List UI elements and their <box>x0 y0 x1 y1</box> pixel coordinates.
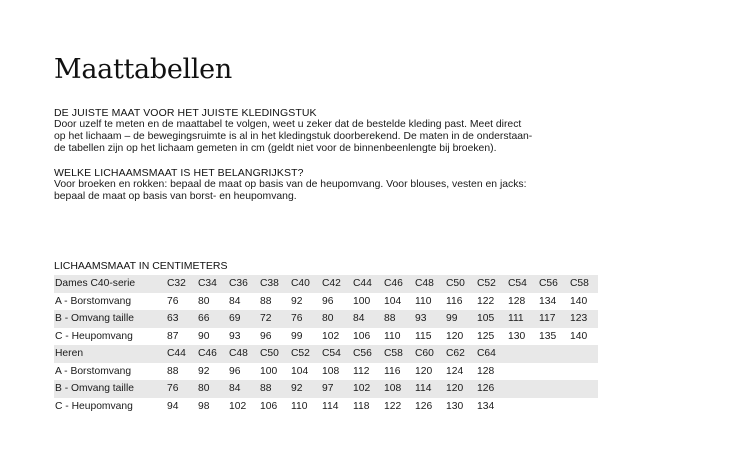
table-cell: 66 <box>195 310 226 328</box>
table-cell: 124 <box>443 363 474 381</box>
table-cell: 106 <box>350 328 381 346</box>
table-cell: 97 <box>319 380 350 398</box>
table-row <box>54 363 598 381</box>
table-cell <box>536 398 567 416</box>
table-cell: 130 <box>505 328 536 346</box>
table-cell: 76 <box>288 310 319 328</box>
row-label: B - Omvang taille <box>54 380 164 398</box>
table-cell <box>536 345 567 363</box>
table-cell: 120 <box>412 363 443 381</box>
table-cell: 92 <box>288 380 319 398</box>
row-label: B - Omvang taille <box>54 310 164 328</box>
table-cell: C46 <box>381 275 412 293</box>
table-cell: 122 <box>381 398 412 416</box>
table-cell: 110 <box>412 293 443 311</box>
table-cell: C48 <box>412 275 443 293</box>
table-row <box>54 380 598 398</box>
table-cell: C40 <box>288 275 319 293</box>
table-cell: 104 <box>381 293 412 311</box>
body-line: Voor broeken en rokken: bepaal de maat op basis van de heupomvang. Voor blouses, vesten en jacks: <box>54 179 527 190</box>
section-body <box>54 119 594 155</box>
table-cell: C52 <box>474 275 505 293</box>
table-cell: 80 <box>195 380 226 398</box>
table-title: LICHAAMSMAAT IN CENTIMETERS <box>54 260 228 272</box>
table-cell: 84 <box>350 310 381 328</box>
table-cell: 140 <box>567 293 598 311</box>
row-label: Heren <box>54 345 164 363</box>
table-cell: C42 <box>319 275 350 293</box>
table-cell: 123 <box>567 310 598 328</box>
table-cell: 122 <box>474 293 505 311</box>
table-cell: 106 <box>257 398 288 416</box>
table-cell: 128 <box>474 363 505 381</box>
table-cell <box>505 363 536 381</box>
table-cell: 88 <box>257 380 288 398</box>
table-cell: 92 <box>288 293 319 311</box>
table-cell: C62 <box>443 345 474 363</box>
table-cell: 102 <box>319 328 350 346</box>
section-heading: DE JUISTE MAAT VOOR HET JUISTE KLEDINGSTUK <box>54 107 317 119</box>
table-row <box>54 398 598 416</box>
table-cell: 80 <box>195 293 226 311</box>
table-cell: 134 <box>536 293 567 311</box>
table-cell: 114 <box>319 398 350 416</box>
table-cell: 102 <box>350 380 381 398</box>
row-label: C - Heupomvang <box>54 328 164 346</box>
table-cell: 93 <box>412 310 443 328</box>
table-cell: 76 <box>164 380 195 398</box>
table-cell: C36 <box>226 275 257 293</box>
table-cell: 108 <box>381 380 412 398</box>
table-cell: 96 <box>226 363 257 381</box>
table-cell: 108 <box>319 363 350 381</box>
table-cell: 118 <box>350 398 381 416</box>
table-cell <box>567 363 598 381</box>
table-cell: 104 <box>288 363 319 381</box>
table-cell: C54 <box>319 345 350 363</box>
table-cell: C46 <box>195 345 226 363</box>
table-cell: 135 <box>536 328 567 346</box>
table-cell: 98 <box>195 398 226 416</box>
importance-section <box>54 168 594 203</box>
table-cell: 92 <box>195 363 226 381</box>
table-cell: 126 <box>474 380 505 398</box>
table-cell: 84 <box>226 380 257 398</box>
table-cell: C50 <box>443 275 474 293</box>
row-label: Dames C40-serie <box>54 275 164 293</box>
table-cell: 125 <box>474 328 505 346</box>
table-cell: 112 <box>350 363 381 381</box>
table-row <box>54 345 598 363</box>
table-row <box>54 293 598 311</box>
size-table <box>54 275 598 415</box>
table-cell: 94 <box>164 398 195 416</box>
table-cell: 126 <box>412 398 443 416</box>
table-cell <box>567 345 598 363</box>
body-line: Door uzelf te meten en de maattabel te volgen, weet u zeker dat de bestelde kleding past. Meet direct <box>54 119 522 130</box>
table-cell: 114 <box>412 380 443 398</box>
table-cell: 99 <box>288 328 319 346</box>
table-cell: 116 <box>381 363 412 381</box>
table-cell <box>505 380 536 398</box>
table-cell: 76 <box>164 293 195 311</box>
table-cell: 63 <box>164 310 195 328</box>
table-row <box>54 310 598 328</box>
table-cell: 110 <box>381 328 412 346</box>
table-cell: 90 <box>195 328 226 346</box>
row-label: C - Heupomvang <box>54 398 164 416</box>
table-cell: 99 <box>443 310 474 328</box>
table-cell <box>536 380 567 398</box>
section-body <box>54 179 594 203</box>
table-cell: 117 <box>536 310 567 328</box>
size-table-body <box>54 275 598 415</box>
table-cell: C54 <box>505 275 536 293</box>
section-heading: WELKE LICHAAMSMAAT IS HET BELANGRIJKST? <box>54 167 304 179</box>
table-cell: 100 <box>350 293 381 311</box>
table-cell: 100 <box>257 363 288 381</box>
table-cell: C52 <box>288 345 319 363</box>
table-row <box>54 328 598 346</box>
table-cell: 111 <box>505 310 536 328</box>
table-cell: 96 <box>257 328 288 346</box>
table-cell: 69 <box>226 310 257 328</box>
table-cell: 130 <box>443 398 474 416</box>
table-cell <box>567 380 598 398</box>
table-cell: C56 <box>350 345 381 363</box>
table-cell: 88 <box>381 310 412 328</box>
table-cell: 88 <box>257 293 288 311</box>
table-cell: C50 <box>257 345 288 363</box>
table-cell: 93 <box>226 328 257 346</box>
body-line: de tabellen zijn op het lichaam gemeten in cm (geldt niet voor de binnenbeenlengte bij broeken). <box>54 143 497 154</box>
table-cell: 116 <box>443 293 474 311</box>
table-cell <box>505 345 536 363</box>
body-line: bepaal de maat op basis van borst- en heupomvang. <box>54 191 297 202</box>
table-cell: 110 <box>288 398 319 416</box>
page-title: Maattabellen <box>54 54 232 85</box>
table-cell <box>536 363 567 381</box>
table-cell: 84 <box>226 293 257 311</box>
table-cell: C38 <box>257 275 288 293</box>
table-cell <box>567 398 598 416</box>
table-cell: C32 <box>164 275 195 293</box>
table-cell: C58 <box>381 345 412 363</box>
table-cell: 120 <box>443 380 474 398</box>
table-cell: C44 <box>164 345 195 363</box>
table-cell: 96 <box>319 293 350 311</box>
table-cell: 87 <box>164 328 195 346</box>
table-cell: C44 <box>350 275 381 293</box>
table-cell: C64 <box>474 345 505 363</box>
row-label: A - Borstomvang <box>54 293 164 311</box>
table-cell: 80 <box>319 310 350 328</box>
table-cell: 140 <box>567 328 598 346</box>
row-label: A - Borstomvang <box>54 363 164 381</box>
table-cell: 105 <box>474 310 505 328</box>
table-cell: 128 <box>505 293 536 311</box>
intro-section <box>54 108 594 155</box>
table-cell: 102 <box>226 398 257 416</box>
table-cell: C56 <box>536 275 567 293</box>
table-cell: 120 <box>443 328 474 346</box>
table-row <box>54 275 598 293</box>
table-cell: C34 <box>195 275 226 293</box>
table-cell <box>505 398 536 416</box>
table-cell: C48 <box>226 345 257 363</box>
table-cell: 72 <box>257 310 288 328</box>
table-cell: C58 <box>567 275 598 293</box>
table-cell: C60 <box>412 345 443 363</box>
table-cell: 115 <box>412 328 443 346</box>
table-cell: 134 <box>474 398 505 416</box>
body-line: op het lichaam – de bewegingsruimte is al in het kledingstuk doorberekend. De maten in de onderstaan- <box>54 131 533 142</box>
table-cell: 88 <box>164 363 195 381</box>
